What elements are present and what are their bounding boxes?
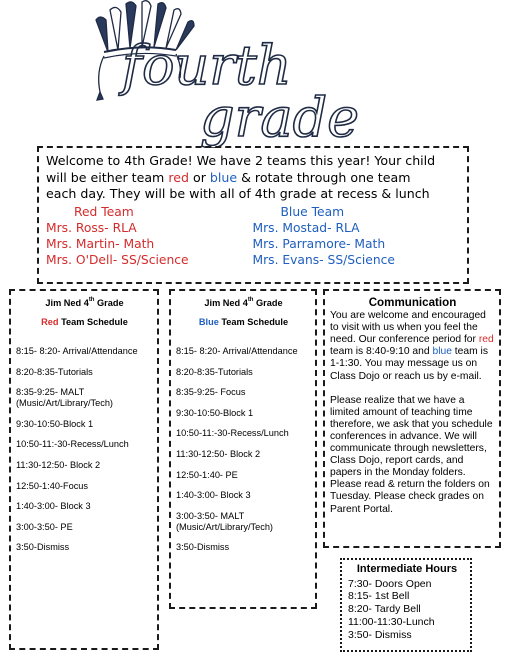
hours-item: 8:15- 1st Bell: [348, 590, 410, 603]
blue-team-member: Mrs. Parramore- Math: [252, 237, 386, 252]
blue-team-member: Mrs. Evans- SS/Science: [252, 253, 395, 268]
schedule-item: 3:00-3:50- MALT (Music/Art/Library/Tech): [176, 510, 273, 532]
communication-text: team is 1-1:30. You may message us on Class Dojo or reach us by e-mail.: [330, 346, 488, 382]
schedule-subtitle: [176, 317, 311, 327]
communication-paragraph-2: Please realize that we have a limited amount of teaching time therefore, we ask that you schedule conferences in advance. We will communicate through newsletters, Class Dojo, report cards, and papers in the Monday folders. Please read & return the folders on Tuesday. Please check grades on Parent Portal.: [330, 394, 493, 515]
schedule-item: 8:35-9:25- MALT (Music/Art/Library/Tech): [16, 387, 113, 409]
red-word: red: [168, 169, 189, 185]
schedule-title-text: Jim Ned 4: [45, 298, 89, 308]
hours-item: 11:00-11:30-Lunch: [348, 615, 435, 628]
schedule-subtitle-text: Team Schedule: [218, 317, 289, 327]
red-team-list: [46, 204, 253, 269]
welcome-line-2: [46, 170, 459, 187]
red-team-schedule: [9, 289, 159, 650]
schedule-item: 3:50-Dismiss: [176, 542, 230, 553]
schedule-title-sup: th: [88, 297, 95, 303]
welcome-text: or: [188, 169, 210, 185]
blue-team-heading: Blue Team: [280, 204, 345, 219]
blue-word: blue: [432, 346, 452, 358]
communication-text: team is 8:40-9:10 and: [330, 346, 433, 358]
header-art: [0, 0, 506, 148]
blue-word: Blue: [198, 317, 219, 327]
schedule-item: 11:30-12:50- Block 2: [176, 448, 261, 459]
page-header: [0, 0, 506, 148]
hours-item: 7:30- Doors Open: [348, 577, 432, 590]
schedule-item: 11:30-12:50- Block 2: [16, 459, 101, 470]
blue-team-list: [253, 204, 460, 269]
schedule-title: [16, 298, 153, 308]
title-line-1: fourth: [122, 34, 292, 97]
schedule-title: [176, 298, 311, 308]
schedule-item: 8:20-8:35-Tutorials: [176, 366, 253, 377]
blue-word: blue: [209, 169, 238, 185]
schedule-item: 8:35-9:25- Focus: [176, 387, 246, 398]
welcome-box: [37, 146, 469, 284]
welcome-line-1: Welcome to 4th Grade! We have 2 teams this year! Your child: [46, 153, 436, 168]
title-line-2: grade: [200, 86, 360, 148]
schedule-subtitle: [16, 317, 153, 327]
welcome-line-3: each day. They will be with all of 4th grade at recess & lunch: [46, 186, 430, 201]
schedule-item: 8:20-8:35-Tutorials: [16, 366, 93, 377]
red-team-member: Mrs. Martin- Math: [46, 237, 155, 252]
schedule-item: 3:00-3:50- PE: [16, 521, 73, 532]
schedule-item: 3:50-Dismiss: [16, 542, 70, 553]
schedule-item: 10:50-11:-30-Recess/Lunch: [176, 428, 289, 439]
hours-item: 3:50- Dismiss: [348, 628, 412, 641]
schedule-title-text: Grade: [94, 298, 124, 308]
schedule-item: 8:15- 8:20- Arrival/Attendance: [176, 346, 298, 356]
schedule-item: 1:40-3:00- Block 3: [176, 490, 251, 501]
communication-text: You are welcome and encouraged to visit with us when you feel the need. Our conference period for: [330, 310, 486, 346]
team-lists: [46, 204, 459, 269]
schedule-item: 9:30-10:50-Block 1: [16, 418, 94, 429]
schedule-item: 10:50-11:-30-Recess/Lunch: [16, 439, 129, 450]
welcome-text: & rotate through one team: [237, 169, 411, 185]
red-team-heading: Red Team: [74, 204, 134, 219]
schedule-item: 8:15- 8:20- Arrival/Attendance: [16, 346, 138, 356]
red-word: Red: [41, 317, 59, 327]
communication-title: Communication: [368, 296, 457, 309]
schedule-item: 9:30-10:50-Block 1: [176, 407, 254, 418]
red-word: red: [478, 334, 494, 346]
intermediate-hours-box: [340, 558, 472, 652]
hours-title: Intermediate Hours: [356, 563, 458, 575]
schedule-title-text: Jim Ned 4: [204, 298, 248, 308]
schedule-subtitle-text: Team Schedule: [58, 317, 128, 327]
schedule-item: 12:50-1:40-Focus: [16, 480, 89, 491]
blue-team-schedule: [169, 289, 317, 609]
hours-item: 8:20- Tardy Bell: [348, 603, 421, 616]
red-team-member: Mrs. O'Dell- SS/Science: [46, 253, 189, 268]
communication-paragraph-1: [330, 310, 495, 383]
schedule-title-sup: th: [247, 297, 254, 303]
schedule-title-text: Grade: [253, 298, 283, 308]
red-team-member: Mrs. Ross- RLA: [46, 220, 137, 235]
communication-box: [323, 289, 501, 548]
welcome-text: will be either team: [46, 169, 169, 185]
blue-team-member: Mrs. Mostad- RLA: [252, 220, 360, 235]
schedule-item: 1:40-3:00- Block 3: [16, 501, 91, 512]
schedule-item: 12:50-1:40- PE: [176, 469, 238, 480]
